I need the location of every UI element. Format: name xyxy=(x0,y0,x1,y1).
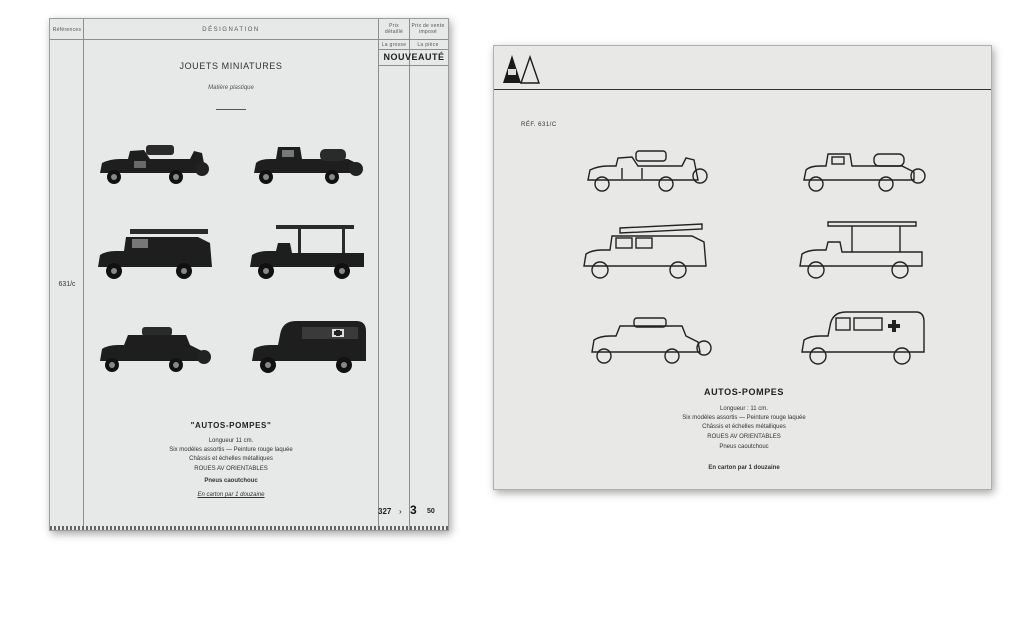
page-title: JOUETS MINIATURES xyxy=(179,61,283,71)
header-la-piece: La pièce xyxy=(417,42,439,48)
header-prix-detail: Prix détaillé xyxy=(384,23,404,35)
ladder-truck-photo xyxy=(94,221,216,283)
description-tyres: Pneus caoutchouc xyxy=(719,444,769,450)
ambulance-drawing xyxy=(798,306,932,366)
description-chassis: Châssis et échelles métalliques xyxy=(189,456,273,462)
header-prix-vente: Prix de vente imposé xyxy=(411,23,445,35)
description-chassis: Châssis et échelles métalliques xyxy=(702,424,786,430)
description-wheels: ROUES AV ORIENTABLES xyxy=(194,466,268,472)
hose-reel-car-photo xyxy=(94,139,214,189)
description-models: Six modèles assortis — Peinture rouge laquée xyxy=(169,447,293,453)
hose-reel-small-drawing xyxy=(586,312,716,368)
header-la-grosse: La grosse xyxy=(381,42,407,48)
description-length: Longueur : 11 cm. xyxy=(720,406,768,412)
ladder-truck-drawing xyxy=(580,220,714,282)
description-models: Six modèles assortis — Peinture rouge laquée xyxy=(682,415,806,421)
nouveaute-label: NOUVEAUTÉ xyxy=(383,52,445,62)
description-wheels: ROUES AV ORIENTABLES xyxy=(707,434,781,440)
pump-truck-drawing xyxy=(798,146,930,196)
header-rule xyxy=(50,39,448,40)
brand-logo-icon xyxy=(502,53,540,87)
product-name: AUTOS-POMPES xyxy=(703,387,785,397)
price-piece-cents: 50 xyxy=(427,508,435,515)
reference-number: RÉF. 631/C xyxy=(521,122,557,128)
price-arrow: › xyxy=(399,507,402,516)
left-catalog-page xyxy=(49,18,449,531)
title-rule xyxy=(216,109,246,110)
description-packaging: En carton par 1 douzaine xyxy=(197,492,265,498)
product-name: "AUTOS-POMPES" xyxy=(190,421,272,430)
header-designation: DÉSIGNATION xyxy=(202,27,260,33)
page-subtitle: Matière plastique xyxy=(208,85,254,91)
header-rule xyxy=(378,49,448,50)
price-piece-units: 3 xyxy=(410,503,417,517)
column-divider xyxy=(409,19,410,530)
header-rule xyxy=(378,65,448,66)
hose-reel-car-drawing xyxy=(582,146,714,196)
column-divider xyxy=(378,19,379,530)
reference-number: 631/c xyxy=(58,281,76,288)
description-packaging: En carton par 1 douzaine xyxy=(708,465,780,471)
description-length: Longueur 11 cm. xyxy=(208,438,254,444)
header-rule xyxy=(494,89,991,90)
ladder-tender-drawing xyxy=(796,220,930,282)
header-references: Références xyxy=(52,27,82,33)
right-catalog-page xyxy=(493,45,992,490)
ambulance-photo xyxy=(248,315,370,375)
ladder-tender-photo xyxy=(246,221,368,283)
description-tyres: Pneus caoutchouc xyxy=(204,478,258,484)
pump-truck-photo xyxy=(248,139,368,189)
hose-reel-small-photo xyxy=(94,321,214,375)
price-grosse: 327 xyxy=(378,507,392,516)
